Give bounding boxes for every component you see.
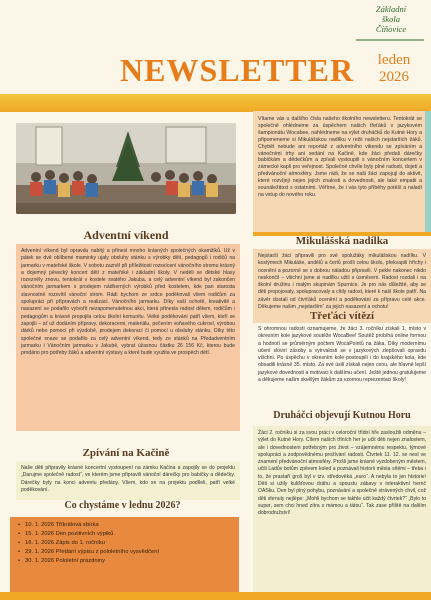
january-list-box — [10, 517, 239, 592]
mikulas-heading: Mikulášská nadílka — [295, 235, 389, 247]
intro-accent-bar — [425, 111, 431, 235]
tri-text: S ohromnou radostí oznamujeme, že žáci 3. ročníku získali 1. místo v okresním kole jazykové soutěže WocaBee! Soutěž probíhá online formou a hodnotí se průměrným počtem WocaPointů na žáka. Díky modernímu učení slovní zásoby a vytrvalosti se v jazykových zlepšovali opravdu všichni. Po úspěchu v okresním kole postoupili i do krajského kola, kde obsadili krásné 35. místo. Za své úsilí získali nejen cenu, ale hlavně lepší jazykové dovednosti a motivaci k dalšímu učení. Ještě jednou gratulujeme a děkujeme našim skvělým žákům za vzornou reprezentaci školy! — [253, 323, 431, 412]
issue-month: leden — [377, 52, 411, 68]
advent-heading: Adventní víkend — [83, 228, 169, 242]
logo-text: Základní škola Číňovice — [375, 4, 407, 34]
list-item: • 10. 1. 2026 Tříkrálová sbírka — [18, 521, 231, 530]
kacina-heading: Zpívání na Kačině — [82, 447, 170, 459]
list-item: • 16. 1. 2026 Zápis do 1. ročníku — [18, 539, 231, 548]
issue-year: 2026 — [379, 69, 409, 85]
header-bar — [0, 94, 431, 112]
list-item: • 30. 1. 2026 Pololetní prázdniny — [18, 557, 231, 566]
january-heading: Co chystáme v lednu 2026? — [64, 500, 181, 511]
mikulas-text: Nejstarší žáci připravili pro své spolužáky mikulášskou nadílku. V kostýmech Mikuláše, andělů a čertů prošli celou školu, překvapili hříchy i ocenění a pozorně se s dobrou náladou připravili. V pekle nakonec nikdo neskončil – všichni jsme si nadílku užili s úsměvem. Radost rozdali i na školní družinu i malým skupinám Spurnice. Je pro nás důležité, aby se děti propojovaly, spolupracovaly a cítily radost, které k naší škole patří. Na závěr dostali od čtvrťáků ocenění a poděkování za přípravu celé akce. Děkujeme našim „nejstarším“ za jejich nasazení a ochotu! — [253, 249, 431, 330]
kutna-hora-heading: Druháčci objevují Kutnou Horu — [273, 410, 411, 421]
list-item: • 15. 1. 2026 Den pozitivních výpiků — [18, 530, 231, 539]
list-item: • 29. 1. 2026 Předání výpisu z pololetního vysvědčení — [18, 548, 231, 557]
kutna-hora-text: Žáci 2. ročníku si za svou práci v celoroční třídní hře zasloužili odměnu – výlet do Kutné Hory. Cílem našich tříních her je učit děti nejen znalostem, ale i dovednostem potřebným pro život – vzájemnému respektu, týmové spolupráci a zodpovědnému prožívání radosti. Čtvrtek 11. 12. se nesl ve znamení předvánoční atmosféry. Prošli jsme krásné vyzdobeným městem, učili Ladův botům zpěvem koled a poznávali historii města sítěmi – třeba i to, že prastaří groš byl v tzv. středověká „euro“. A nebyla to jen historie! Děti si užily kulišťovou dráhu a spoustu zábavy v interaktivní hernč OASku. Den byl plný pohybu, poznávání a společně strávených chvil, což děti shrnuly nejlépe: „Mohli bychom se takhle učit každý čtvrtek?“ „Bylo to super, sem chci hned zítra s mámou a tátou“. Tak zase příště na dalším dobrodružství! — [253, 426, 431, 596]
kacina-text: Naše děti připravily krásné koncertní vystoupení na zámku Kačina a zapojily se do projektu „Darujme společně radost“, ve kterém jsme připravili vánoční dárečky pro babičky a dědečky. Dárečky byly na konci adventu předány. Všem, kdo se na projektu podíleli, patří velké poděkování. — [16, 462, 240, 500]
advent-text: Adventní víkend byl opravdu nabitý a přinesl mnoho krásných společných okamžiků. Už v pátek se dvě oblíbené maminky ujaly obsluhy stánku s výrobky dětí, pedagogů i rodičů na jarmarku v mateřské škole. V sobotu zazněl při příležitosti rozsvícení vánočního stromu krásný a dojemný pěvecký koncert dětí z mateřské i základní školy. V neděli se dětské hlasy rozezněly znovu, tentokrát v kostele svatého Jakuba, a celý adventní víkend byl zakončen vánočním jarmarkem s prodejem nádherných výrobků před kostelem, kde pan starosta slavnostně rozsvítil vánoční strom. Rádi bychom ze srdce poděkovali všem rodičům za spolupráci při přípravách a realizaci. Vánočního jarmarku. Díky vaší ochotě, kreativitě a nasazení se podařilo vytvořit nezapomenutelnou akci, která přinesla radost dětem, rodičům i pedagogům a krásně propojila celou školní komunitu. Velké poděkování patří všem, kteří se zapojili – ať už dodáním přípravy, dekoracemi, materiálu, pečením voňavého cukroví, výrobou dárků nebo pomocí při výzdobě, prodejem dekorací či pomocí u obsluhy stánku. Díky této společné snaze se podařilo za celý adventní víkend, tedy ze stánků na Předadventním jarmarku i Vánočním jarmarku v Jakubě, vybrat úžasnou částku 26 156 Kč, kterou bude prodáno pro potřeby žáků a adventní výstavy a které bude využita ve prospěch dětí. — [16, 244, 240, 431]
newsletter-title: NEWSLETTER — [120, 52, 355, 88]
footer-bar — [0, 592, 431, 600]
january-list — [18, 521, 231, 566]
school-logo — [354, 2, 426, 42]
tri-heading: Třeťáci vítězí — [309, 310, 375, 322]
group-photo — [16, 123, 236, 214]
intro-text: Vítame vás u dalšího čísla našeho školního newsletteru. Tentokrát se společně ohlédneme za úspěchem našich třeťáků v jazykovém šampionátu Wocabee, nahlédneme na výlet druháčků do Kutné Hory a připomeneme si Mikulášskou nadílku v režii našich nejstarších žáků. Chybět nebude ani reportáž z adventního vikendu se zpíváním a vánočními trhy ani sedání na Kačině, kde žáci předali dárečky babičkám a dědečkům a zpívali vystoupili s vánočním koncertem v zámecké kapli pro veřejnost. Společné chvíle byly plné radosti, dojetí a předvánoční atmosféry. Jsme rádi, že se naši žáci zapojují do aktivit, které rozvíjejí nejen jejich znalosti a dovednosti, ale také empatii a sounáležitost s ostatními. Věříme, že i vás tyto příběhy potěší a naladí na vstup do nového roku. — [253, 111, 425, 235]
issue-date — [366, 52, 422, 86]
